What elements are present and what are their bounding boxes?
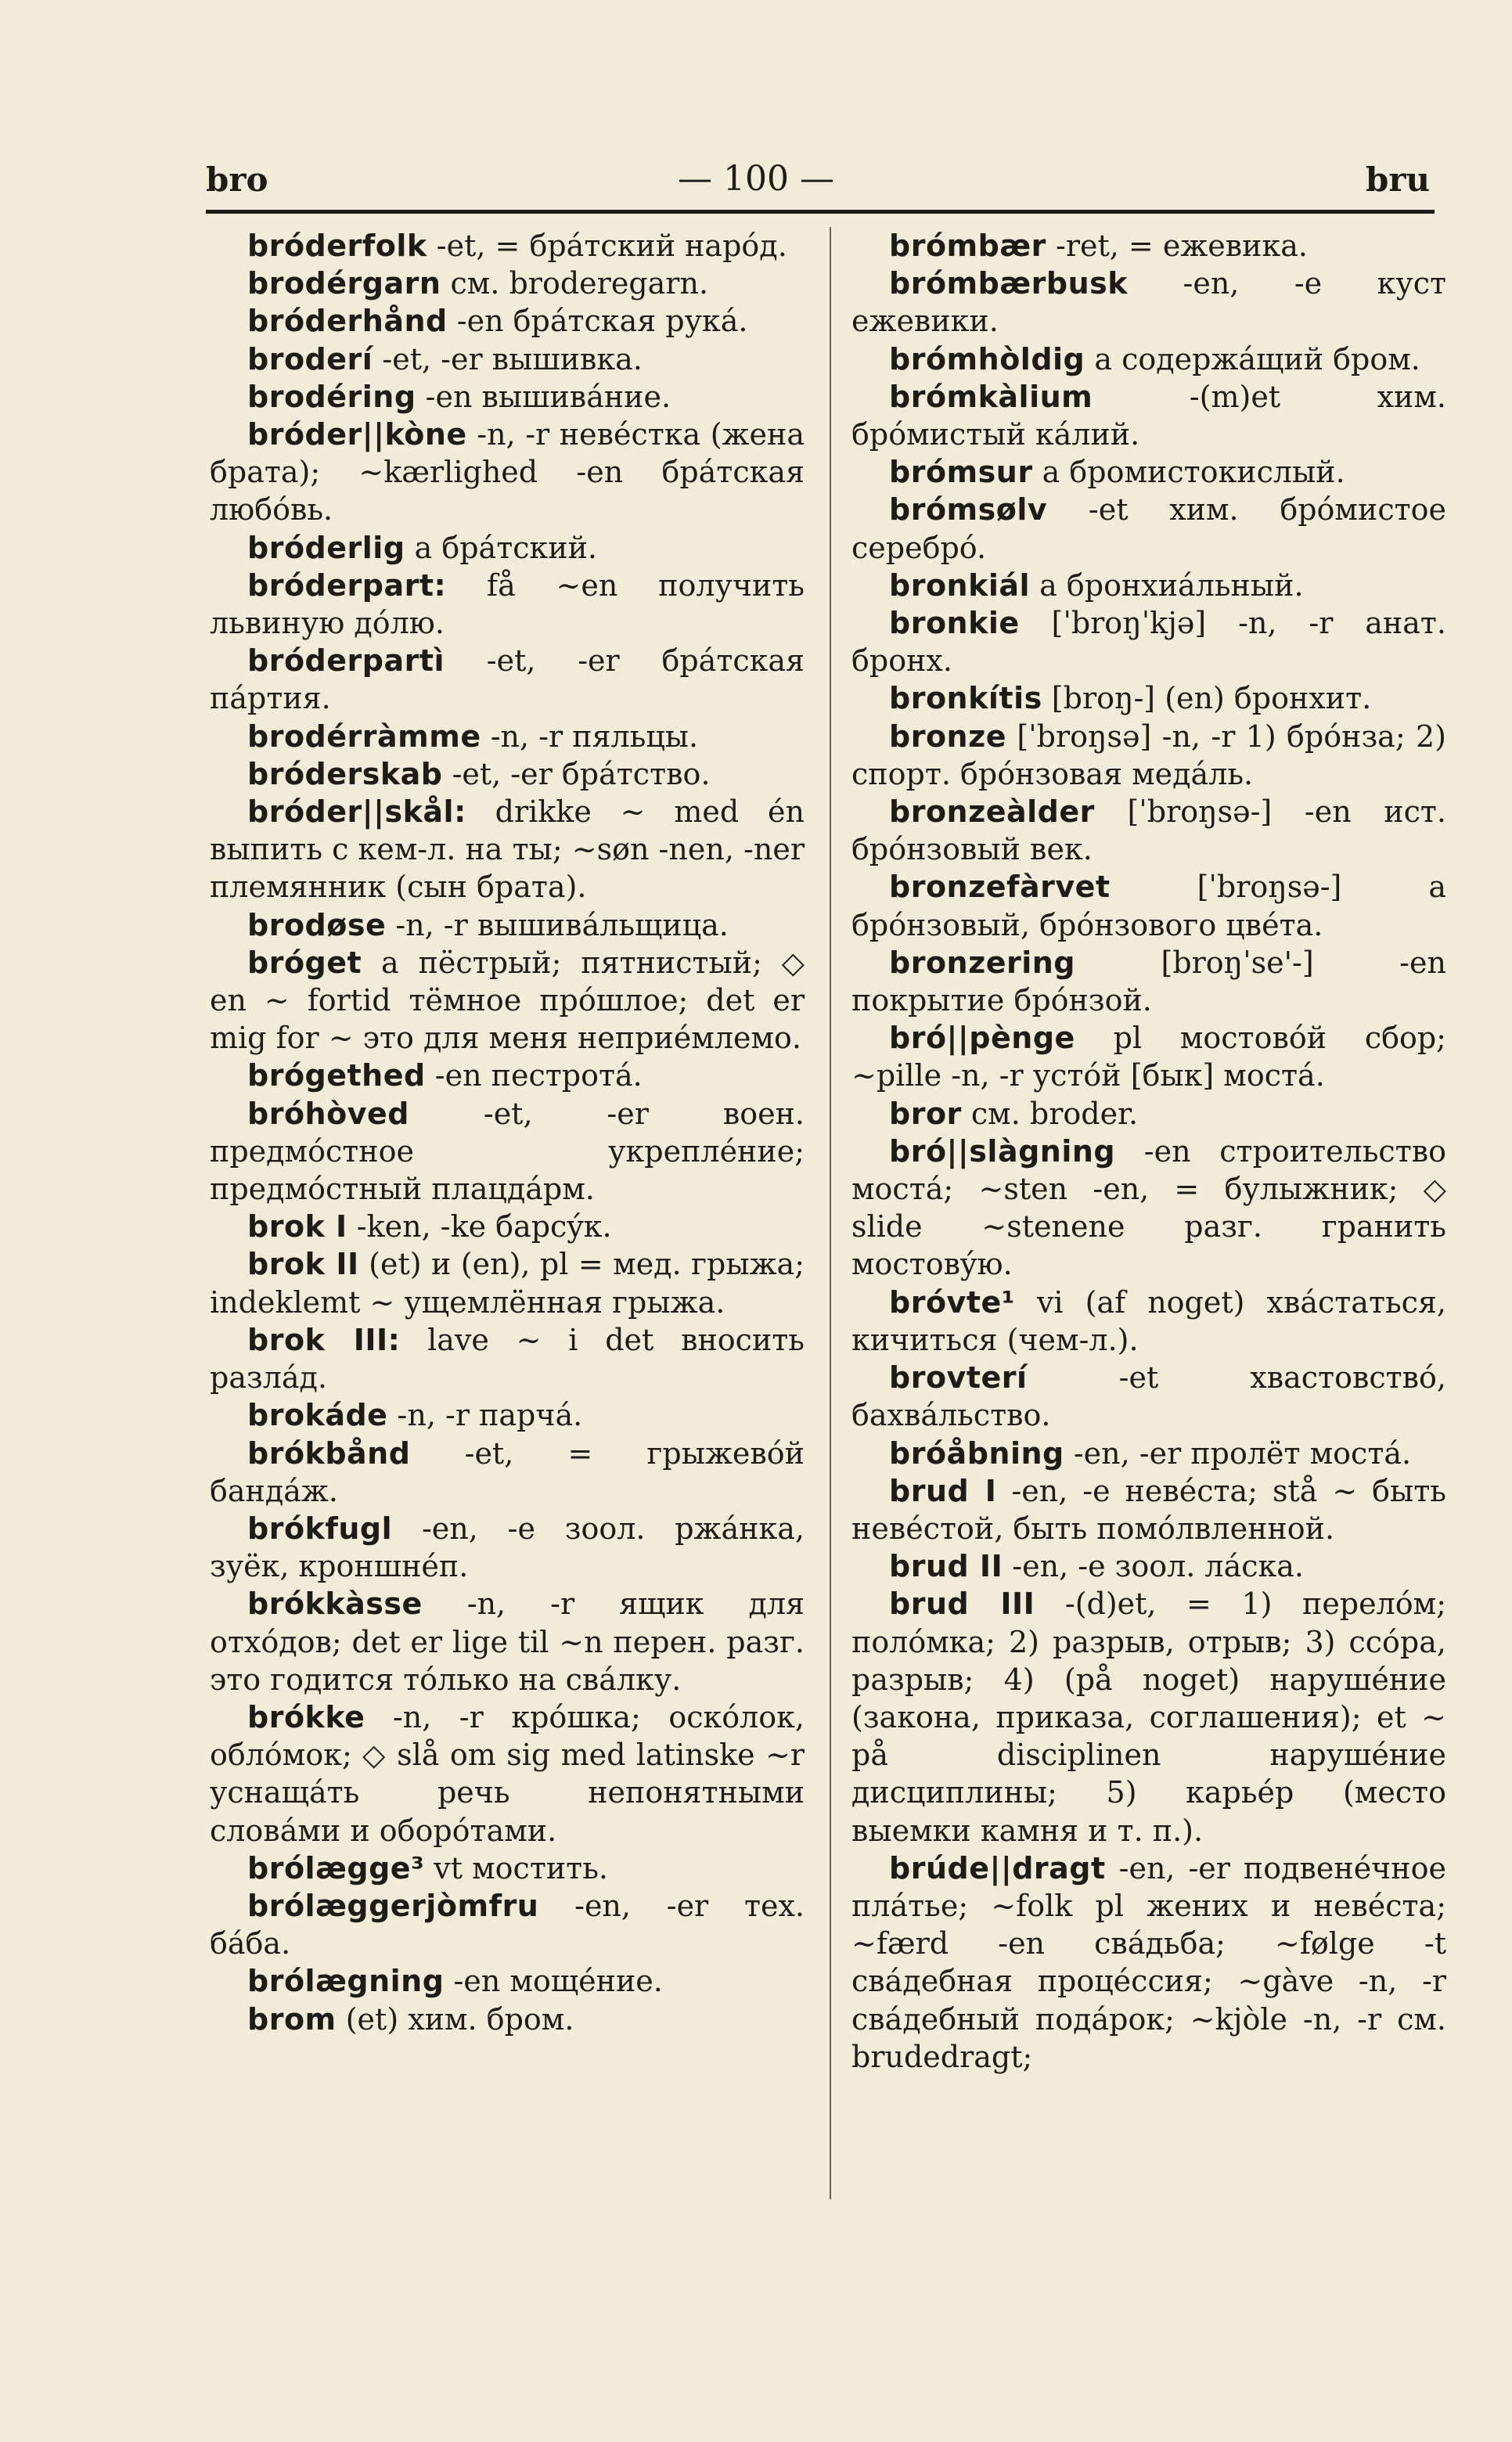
page-number: — 100 — (678, 159, 834, 199)
headword: brólæggerjòmfru (247, 1888, 539, 1923)
definition: [broŋˈse'-] -en покрытие брóнзой. (851, 945, 1446, 1018)
definition: -ret, = ежевика. (1046, 229, 1308, 263)
definition: -n, -r парчá. (387, 1398, 583, 1433)
definition: -en, -e зоол. ржáнка, зуёк, кроншнéп. (210, 1511, 805, 1584)
definition: -et, -er брáтская пáртия. (210, 643, 805, 716)
headword: brok II (247, 1247, 359, 1282)
headword: bróder||kòne (247, 417, 467, 452)
definition: [ˈbroŋsə] -n, -r 1) брóнза; 2) спорт. брóнзовая медáль. (851, 719, 1446, 791)
definition: -n, -r невéстка (жена брата); ~kærlighed -en брáтская любóвь. (210, 417, 805, 528)
headword: bróderskab (247, 756, 443, 791)
definition: pl мостовóй сбор; ~pille -n, -r устóй [бык] мостá. (851, 1021, 1446, 1093)
headword: brómhòldig (889, 341, 1085, 376)
dictionary-entry (851, 1850, 1446, 2076)
dictionary-entry (210, 906, 805, 944)
headword: brodérgarn (247, 266, 441, 301)
headword: brok I (247, 1209, 347, 1244)
definition: -n, -r ящик для отхóдов; det er lige til ~n перен. разг. это годится тóлько на свáлку. (210, 1587, 805, 1697)
headword: bronkítis (889, 681, 1042, 716)
headword: brómkàlium (889, 379, 1093, 414)
definition: -et хим. брóмистое серебрó. (851, 492, 1446, 565)
right-column (851, 227, 1446, 2076)
headword: brólægning (247, 1964, 445, 1999)
dictionary-entry (210, 529, 805, 567)
dictionary-entry (210, 1208, 805, 1245)
dictionary-entry (851, 1472, 1446, 1547)
definition: -en, -e невéста; stå ~ быть невéстой, быть помóлвленной. (851, 1473, 1446, 1546)
headword: bróåbning (889, 1435, 1064, 1471)
definition: -et, = грыжевóй бандáж. (210, 1435, 805, 1508)
dictionary-entry (851, 1547, 1446, 1585)
headword: bronzering (889, 945, 1076, 980)
definition: [broŋ-] (en) бронхит. (1042, 681, 1372, 716)
headword: brómsølv (889, 492, 1048, 528)
definition: -en, -er пролёт мостá. (1064, 1435, 1412, 1471)
dictionary-entry (210, 1435, 805, 1510)
dictionary-entry (210, 378, 805, 416)
headword: brovterí (889, 1360, 1028, 1396)
definition: -(m)et хим. брóмистый кáлий. (851, 379, 1446, 452)
definition: få ~en получить львиную дóлю. (210, 567, 805, 641)
headword: bróderpart: (247, 567, 447, 603)
headword: brókbånd (247, 1435, 411, 1471)
headword: bró||pènge (889, 1021, 1075, 1056)
headword: brókkàsse (247, 1587, 423, 1622)
dictionary-entry (210, 1585, 805, 1698)
dictionary-entry (210, 1321, 805, 1396)
dictionary-entry (210, 1698, 805, 1850)
dictionary-entry (210, 755, 805, 793)
headword: brud I (889, 1473, 997, 1508)
headword: broderí (247, 341, 373, 376)
definition: vi (af noget) хвáстаться, кичиться (чем-л.). (851, 1284, 1446, 1357)
definition: (et) хим. бром. (336, 2001, 574, 2037)
definition: -n, -r крóшка; оскóлок, облóмок; ◇ slå om sig med latinske ~r уснащáть речь непонятными словáми и оборóтами. (210, 1699, 805, 1848)
headword: brom (247, 2001, 337, 2037)
headword: brokáde (247, 1398, 388, 1433)
headword: bróget (247, 945, 362, 980)
headword: bróderfolk (247, 229, 427, 263)
definition: -et хвастовствó, бахвáльство. (851, 1360, 1446, 1433)
definition: -et, = брáтский нарóд. (427, 229, 787, 263)
headword: bróvte¹ (889, 1284, 1015, 1320)
dictionary-entry (851, 453, 1446, 491)
headword: bronzefàrvet (889, 870, 1111, 905)
headword: brud II (889, 1549, 1003, 1584)
dictionary-entry (210, 1057, 805, 1094)
definition: a бромистокислый. (1032, 455, 1345, 490)
headword: brud III (889, 1587, 1035, 1622)
definition: a брáтский. (405, 530, 597, 565)
headword: bronkiál (889, 567, 1031, 603)
definition: -en мощéние. (444, 1964, 663, 1999)
dictionary-entry (210, 2001, 805, 2038)
dictionary-entry (210, 944, 805, 1057)
definition: -en пестротá. (425, 1058, 643, 1093)
definition: см. broderegarn. (441, 266, 709, 301)
dictionary-entry (210, 1850, 805, 1887)
definition: -n, -r вышивáльщица. (386, 907, 729, 942)
headword: brodøse (247, 907, 387, 942)
definition: a пёстрый; пятнистый; ◇ en ~ fortid тёмное прóшлое; det er mig for ~ это для меня неприéмлемо. (210, 945, 805, 1056)
definition: -(d)et, = 1) перелóм; полóмка; 2) разрыв, отрыв; 3) ссóра, разрыв; 4) (på noget) нарушéние (закона, приказа, соглашения); et ~ på disciplinen нарушéние дисциплины; 5) карьéр (место выемки камня и т. п.). (851, 1587, 1446, 1848)
left-column (210, 227, 805, 2038)
dictionary-entry (851, 1585, 1446, 1849)
dictionary-entry (210, 718, 805, 755)
dictionary-entry (851, 491, 1446, 566)
dictionary-entry (851, 679, 1446, 717)
headword: bróderpartì (247, 643, 445, 679)
dictionary-entry (851, 340, 1446, 378)
dictionary-entry (851, 1095, 1446, 1133)
headword: brok III: (247, 1322, 401, 1357)
dictionary-entry (851, 1019, 1446, 1094)
definition: -en, -er подвенéчное плáтье; ~folk pl жених и невéста; ~færd -en свáдьба; ~følge -t свáдебная процéссия; ~gàve -n, -r свáдебный подáрок; ~kjòle -n, -r см. brudedragt; (851, 1850, 1446, 2074)
dictionary-entry (851, 1284, 1446, 1359)
dictionary-entry (851, 718, 1446, 793)
definition: a бронхиáльный. (1030, 567, 1304, 603)
definition: -en, -e куст ежевики. (851, 266, 1446, 339)
dictionary-entry (851, 567, 1446, 604)
dictionary-entry (210, 567, 805, 642)
header-rule (206, 210, 1435, 214)
definition: (et) и (en), pl = мед. грыжа; indeklemt ~ ущемлённая грыжа. (210, 1247, 805, 1320)
dictionary-entry (210, 1887, 805, 1962)
definition: -en строительство мостá; ~sten -en, = булыжник; ◇ slide ~stenene разг. гранить мостовýю. (851, 1133, 1446, 1282)
headword: bróderlig (247, 530, 405, 565)
definition: -en брáтская рукá. (447, 304, 748, 339)
headword: brólægge³ (247, 1850, 425, 1886)
dictionary-entry (851, 944, 1446, 1019)
headword: bronkie (889, 606, 1020, 641)
dictionary-entry (210, 302, 805, 340)
dictionary-entry (851, 265, 1446, 340)
definition: -en, -er тех. бáба. (210, 1888, 805, 1961)
definition: -en, -e зоол. лáска. (1003, 1549, 1304, 1584)
dictionary-entry (851, 378, 1446, 453)
headword: brómbærbusk (889, 266, 1129, 301)
dictionary-entry (210, 416, 805, 529)
dictionary-entry (851, 227, 1446, 265)
definition: [ˈbroŋˈkjə] -n, -r анат. бронх. (851, 606, 1446, 679)
dictionary-entry (210, 793, 805, 906)
dictionary-entry (210, 1396, 805, 1434)
dictionary-entry (851, 868, 1446, 943)
dictionary-entry (210, 1510, 805, 1585)
definition: -et, -er брáтство. (442, 756, 711, 791)
headword: brógethed (247, 1058, 426, 1093)
definition: -et, -er воен. предмóстное укреплéние; предмóстный плацдáрм. (210, 1096, 805, 1207)
dictionary-entry (851, 604, 1446, 679)
dictionary-entry (210, 1095, 805, 1208)
definition: -et, -er вышивка. (373, 341, 643, 376)
definition: -n, -r пяльцы. (481, 719, 699, 754)
dictionary-entry (210, 1962, 805, 2000)
definition: см. broder. (961, 1096, 1139, 1131)
dictionary-entry (210, 340, 805, 378)
running-head-right: bru (1365, 160, 1430, 199)
definition: vt мостить. (424, 1850, 608, 1886)
headword: bronze (889, 719, 1006, 754)
definition: -ken, -ke барсýк. (347, 1209, 612, 1244)
headword: brúde||dragt (889, 1850, 1106, 1886)
definition: [ˈbroŋsə-] -en ист. брóнзовый век. (851, 794, 1446, 867)
headword: bror (889, 1096, 962, 1131)
headword: bró||slàgning (889, 1133, 1116, 1169)
definition: lave ~ i det вносить разлáд. (210, 1322, 805, 1396)
running-head-left: bro (206, 160, 268, 199)
headword: bróderhånd (247, 304, 448, 339)
headword: brómbær (889, 229, 1046, 263)
headword: brókke (247, 1699, 365, 1734)
definition: -en вышивáние. (416, 379, 671, 414)
definition: drikke ~ med én выпить с кем-л. на ты; ~søn -nen, -ner племянник (сын брата). (210, 794, 805, 905)
dictionary-entry (851, 793, 1446, 868)
dictionary-entry (210, 265, 805, 302)
dictionary-entry (851, 1435, 1446, 1472)
headword: brodéring (247, 379, 416, 414)
headword: bróder||skål: (247, 794, 466, 830)
headword: brodérràmme (247, 719, 481, 754)
headword: brókfugl (247, 1511, 393, 1546)
headword: bróhòved (247, 1096, 409, 1131)
dictionary-entry (210, 642, 805, 717)
definition: [ˈbroŋsə-] a брóнзовый, брóнзового цвéта. (851, 870, 1446, 942)
dictionary-entry (851, 1133, 1446, 1284)
headword: bronzeàlder (889, 794, 1095, 830)
definition: a содержáщий бром. (1085, 341, 1420, 376)
dictionary-entry (210, 1245, 805, 1320)
headword: brómsur (889, 455, 1033, 490)
dictionary-entry (851, 1359, 1446, 1434)
column-divider (830, 227, 831, 2199)
dictionary-entry (210, 227, 805, 265)
